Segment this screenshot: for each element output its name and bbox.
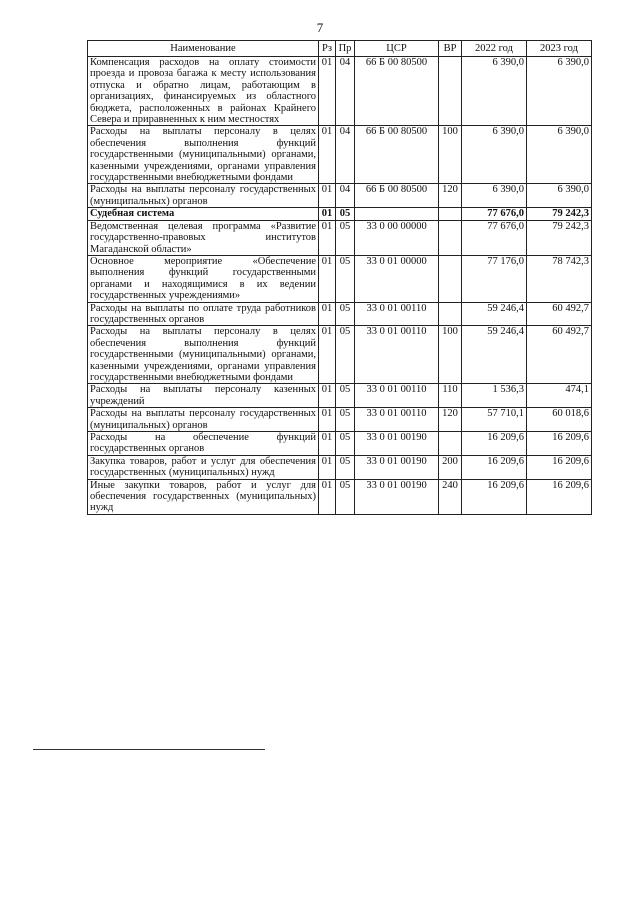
row-pr: 04 [336, 184, 355, 208]
table-row [88, 184, 592, 208]
budget-table [87, 40, 592, 515]
row-rz: 01 [319, 220, 336, 255]
table-row [88, 302, 592, 326]
row-rz: 01 [319, 384, 336, 408]
table-row [88, 432, 592, 456]
row-vr: 240 [439, 479, 462, 514]
row-vr: 100 [439, 126, 462, 184]
table-header-row [88, 41, 592, 57]
row-amount-2023: 16 209,6 [527, 479, 592, 514]
row-vr: 110 [439, 384, 462, 408]
row-rz: 01 [319, 408, 336, 432]
header-2023: 2023 год [527, 41, 592, 57]
table-row [88, 255, 592, 302]
row-csr: 33 0 01 00190 [355, 455, 439, 479]
row-name: Судебная система [88, 208, 319, 220]
row-name: Расходы на выплаты персоналу казенных учреждений [88, 384, 319, 408]
row-rz: 01 [319, 326, 336, 384]
row-amount-2023: 60 492,7 [527, 326, 592, 384]
row-csr: 66 Б 00 80500 [355, 126, 439, 184]
header-rz: Рз [319, 41, 336, 57]
table-row [88, 479, 592, 514]
row-vr [439, 432, 462, 456]
row-amount-2022: 16 209,6 [462, 455, 527, 479]
row-name: Расходы на обеспечение функций государственных органов [88, 432, 319, 456]
row-amount-2023: 78 742,3 [527, 255, 592, 302]
row-csr: 33 0 01 00190 [355, 432, 439, 456]
row-amount-2023: 16 209,6 [527, 455, 592, 479]
row-amount-2022: 6 390,0 [462, 184, 527, 208]
row-csr: 33 0 01 00110 [355, 384, 439, 408]
table-row [88, 57, 592, 126]
row-vr [439, 302, 462, 326]
row-vr [439, 208, 462, 220]
row-rz: 01 [319, 302, 336, 326]
row-rz: 01 [319, 184, 336, 208]
row-rz: 01 [319, 57, 336, 126]
row-amount-2022: 77 176,0 [462, 255, 527, 302]
row-pr: 05 [336, 384, 355, 408]
row-csr: 33 0 01 00110 [355, 408, 439, 432]
row-csr: 33 0 01 00000 [355, 255, 439, 302]
row-rz: 01 [319, 432, 336, 456]
row-amount-2022: 59 246,4 [462, 302, 527, 326]
row-csr: 33 0 01 00110 [355, 302, 439, 326]
row-csr: 33 0 01 00190 [355, 479, 439, 514]
row-name: Расходы на выплаты персоналу государственных (муниципальных) органов [88, 408, 319, 432]
row-amount-2023: 6 390,0 [527, 184, 592, 208]
header-vr: ВР [439, 41, 462, 57]
row-name: Расходы на выплаты персоналу в целях обеспечения выполнения функций государственными (муниципальными) органами, казенными учреждениями, органами управления государственными внебюджетными фондами [88, 126, 319, 184]
row-csr: 66 Б 00 80500 [355, 184, 439, 208]
row-amount-2023: 60 018,6 [527, 408, 592, 432]
row-pr: 04 [336, 126, 355, 184]
row-vr [439, 255, 462, 302]
header-csr: ЦСР [355, 41, 439, 57]
row-pr: 05 [336, 220, 355, 255]
row-vr: 100 [439, 326, 462, 384]
row-amount-2023: 60 492,7 [527, 302, 592, 326]
page-number: 7 [316, 20, 324, 35]
row-amount-2022: 77 676,0 [462, 220, 527, 255]
row-pr: 05 [336, 479, 355, 514]
row-rz: 01 [319, 455, 336, 479]
row-csr [355, 208, 439, 220]
row-name: Расходы на выплаты персоналу государственных (муниципальных) органов [88, 184, 319, 208]
row-amount-2022: 16 209,6 [462, 432, 527, 456]
row-vr: 120 [439, 408, 462, 432]
row-pr: 04 [336, 57, 355, 126]
row-amount-2022: 57 710,1 [462, 408, 527, 432]
row-amount-2023: 6 390,0 [527, 57, 592, 126]
table-row [88, 326, 592, 384]
row-amount-2022: 6 390,0 [462, 57, 527, 126]
table-body [88, 57, 592, 515]
row-amount-2023: 6 390,0 [527, 126, 592, 184]
row-amount-2022: 59 246,4 [462, 326, 527, 384]
row-vr: 200 [439, 455, 462, 479]
row-amount-2023: 79 242,3 [527, 208, 592, 220]
table-row [88, 208, 592, 220]
row-name: Иные закупки товаров, работ и услуг для обеспечения государственных (муниципальных) нужд [88, 479, 319, 514]
row-amount-2022: 1 536,3 [462, 384, 527, 408]
table-row [88, 126, 592, 184]
header-2022: 2022 год [462, 41, 527, 57]
row-pr: 05 [336, 255, 355, 302]
table-row [88, 455, 592, 479]
row-pr: 05 [336, 455, 355, 479]
footer-divider [33, 749, 265, 750]
row-rz: 01 [319, 208, 336, 220]
header-name: Наименование [88, 41, 319, 57]
table-row [88, 384, 592, 408]
row-pr: 05 [336, 326, 355, 384]
row-pr: 05 [336, 302, 355, 326]
row-name: Расходы на выплаты по оплате труда работников государственных органов [88, 302, 319, 326]
row-rz: 01 [319, 479, 336, 514]
row-pr: 05 [336, 432, 355, 456]
row-vr [439, 220, 462, 255]
row-pr: 05 [336, 408, 355, 432]
row-rz: 01 [319, 255, 336, 302]
row-name: Ведомственная целевая программа «Развитие государственно-правовых институтов Магаданской области» [88, 220, 319, 255]
row-name: Компенсация расходов на оплату стоимости проезда и провоза багажа к месту использования отпуска и обратно лицам, работающим в организациях, финансируемых из областного бюджета, расположенных в районах Крайнего Севера и приравненных к ним местностях [88, 57, 319, 126]
row-name: Расходы на выплаты персоналу в целях обеспечения выполнения функций государственными (муниципальными) органами, казенными учреждениями, органами управления государственными внебюджетными фондами [88, 326, 319, 384]
header-pr: Пр [336, 41, 355, 57]
row-vr: 120 [439, 184, 462, 208]
row-amount-2023: 79 242,3 [527, 220, 592, 255]
row-vr [439, 57, 462, 126]
row-csr: 33 0 01 00110 [355, 326, 439, 384]
row-pr: 05 [336, 208, 355, 220]
row-csr: 66 Б 00 80500 [355, 57, 439, 126]
row-rz: 01 [319, 126, 336, 184]
row-amount-2023: 16 209,6 [527, 432, 592, 456]
table-row [88, 408, 592, 432]
table-row [88, 220, 592, 255]
row-name: Основное мероприятие «Обеспечение выполнения функций государственными органами и находящимися в их ведении государственных учреждениями» [88, 255, 319, 302]
row-csr: 33 0 00 00000 [355, 220, 439, 255]
row-amount-2022: 77 676,0 [462, 208, 527, 220]
row-amount-2022: 6 390,0 [462, 126, 527, 184]
row-name: Закупка товаров, работ и услуг для обеспечения государственных (муниципальных) нужд [88, 455, 319, 479]
row-amount-2022: 16 209,6 [462, 479, 527, 514]
row-amount-2023: 474,1 [527, 384, 592, 408]
